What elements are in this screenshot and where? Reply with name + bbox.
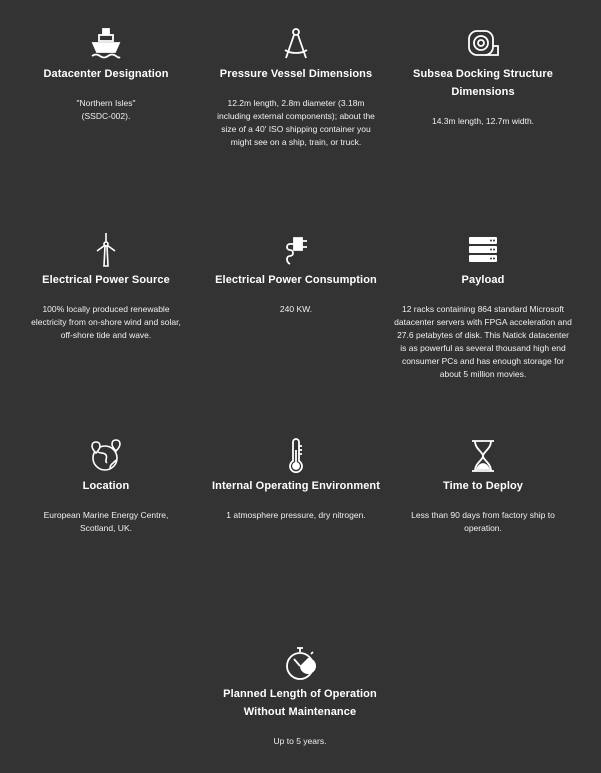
power-plug-icon: [278, 232, 314, 268]
spec-title: Electrical Power Source: [42, 274, 170, 286]
ship-icon: [88, 26, 124, 62]
thermometer-icon: [278, 438, 314, 474]
spec-description: European Marine Energy Centre, Scotland, UK.: [43, 510, 169, 533]
spec-time-to-deploy: [393, 438, 573, 535]
spec-title: Payload: [461, 274, 505, 286]
server-rack-icon: [465, 232, 501, 268]
spec-description: 14.3m length, 12.7m width.: [431, 116, 535, 126]
spec-description: Less than 90 days from factory ship to operation.: [411, 510, 555, 533]
spec-description: 1 atmosphere pressure, dry nitrogen.: [226, 510, 366, 520]
spec-electrical-power-consumption: [206, 232, 386, 316]
spec-title: Datacenter Designation: [43, 68, 169, 80]
compass-icon: [278, 26, 314, 62]
spec-payload: [393, 232, 573, 381]
tape-measure-icon: [465, 26, 501, 62]
spec-title: Electrical Power Consumption: [215, 274, 377, 286]
wind-turbine-icon: [88, 232, 124, 268]
spec-datacenter-designation: [16, 26, 196, 123]
spec-title: Location: [82, 480, 130, 492]
spec-description: 100% locally produced renewable electricity from on-shore wind and solar, off-shore tide and wave.: [31, 304, 181, 340]
spec-pressure-vessel-dimensions: [206, 26, 386, 149]
stopwatch-icon: [282, 646, 318, 682]
spec-title: Subsea Docking Structure Dimensions: [413, 68, 553, 98]
spec-description: 12.2m length, 2.8m diameter (3.18m including external components); about the size of a 40' ISO shipping container you might see on a ship, train, or truck.: [217, 98, 375, 147]
hourglass-icon: [465, 438, 501, 474]
spec-description-text: "Northern Isles" (SSDC-002).: [76, 98, 136, 121]
spec-description: 12 racks containing 864 standard Microsoft datacenter servers with FPGA acceleration and 27.6 petabytes of disk. This Natick datacenter is as powerful as several thousand high end consumer PCs and has enough storage for about 5 million movies.: [394, 304, 572, 379]
spec-title: Planned Length of Operation Without Maintenance: [223, 688, 377, 718]
spec-title: Time to Deploy: [442, 480, 524, 492]
spec-title: Pressure Vessel Dimensions: [219, 68, 373, 80]
spec-electrical-power-source: [16, 232, 196, 342]
spec-description: [46, 97, 166, 123]
spec-description: Up to 5 years.: [273, 736, 327, 746]
spec-internal-operating-environment: [206, 438, 386, 522]
globe-location-icon: [88, 438, 124, 474]
spec-title: Internal Operating Environment: [211, 480, 381, 492]
spec-description: 240 KW.: [279, 304, 313, 314]
spec-planned-length-of-operation: [205, 646, 395, 748]
spec-location: [16, 438, 196, 535]
spec-subsea-docking-dimensions: [393, 26, 573, 128]
